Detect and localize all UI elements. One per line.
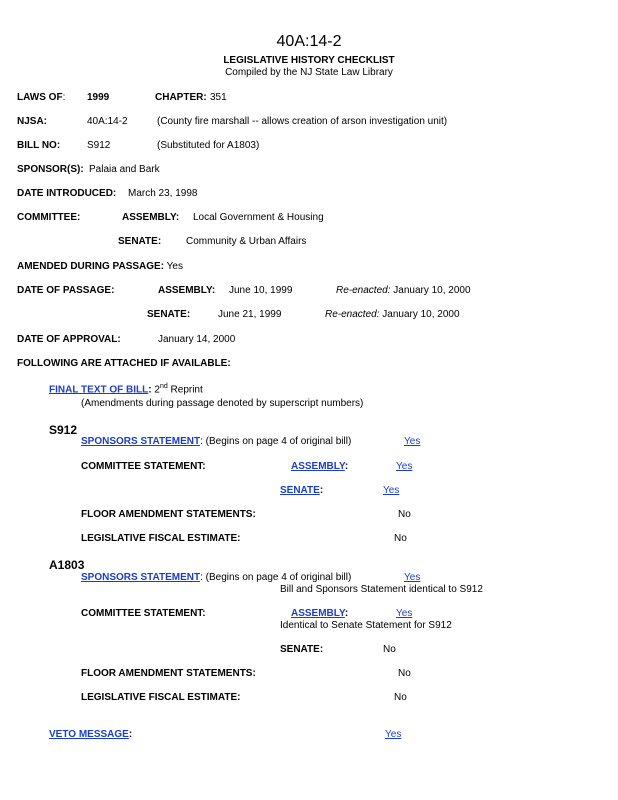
a1803-committee-label: COMMITTEE STATEMENT: xyxy=(81,608,206,619)
passage-senate-label: SENATE: xyxy=(147,309,191,320)
veto-message-link[interactable]: VETO MESSAGE xyxy=(49,729,129,740)
s912-heading: S912 xyxy=(49,423,78,437)
njsa-label: NJSA: xyxy=(17,116,48,127)
a1803-assembly-row: ASSEMBLY: xyxy=(291,608,349,619)
s912-floor-label: FLOOR AMENDMENT STATEMENTS: xyxy=(81,509,256,520)
veto-yes[interactable]: Yes xyxy=(385,729,402,740)
veto-row: VETO MESSAGE: xyxy=(49,729,133,740)
approval-label: DATE OF APPROVAL: xyxy=(17,334,121,345)
sponsors-label: SPONSOR(S): xyxy=(17,164,84,175)
attached-heading: FOLLOWING ARE ATTACHED IF AVAILABLE: xyxy=(17,358,231,369)
laws-year: 1999 xyxy=(87,92,110,103)
introduced-value: March 23, 1998 xyxy=(128,188,198,199)
passage-senate-reenacted: Re-enacted: January 10, 2000 xyxy=(325,309,460,320)
s912-fiscal-value: No xyxy=(394,533,407,544)
a1803-sponsors-link[interactable]: SPONSORS STATEMENT xyxy=(81,572,201,583)
final-text-row: FINAL TEXT OF BILL: 2nd Reprint xyxy=(49,383,203,396)
passage-assembly-reenacted: Re-enacted: January 10, 2000 xyxy=(336,285,471,296)
s912-sponsors-link[interactable]: SPONSORS STATEMENT xyxy=(81,436,201,447)
s912-senate-link[interactable]: SENATE xyxy=(280,485,320,496)
final-text-note: (Amendments during passage denoted by superscript numbers) xyxy=(81,398,364,409)
passage-label: DATE OF PASSAGE: xyxy=(17,285,115,296)
s912-assembly-yes[interactable]: Yes xyxy=(396,461,413,472)
committee-label: COMMITTEE: xyxy=(17,212,81,223)
a1803-assembly-yes[interactable]: Yes xyxy=(396,608,413,619)
bill-substituted-note: (Substituted for A1803) xyxy=(157,140,260,151)
a1803-floor-value: No xyxy=(398,668,411,679)
s912-floor-value: No xyxy=(398,509,411,520)
s912-fiscal-label: LEGISLATIVE FISCAL ESTIMATE: xyxy=(81,533,241,544)
s912-senate-row: SENATE: xyxy=(280,485,324,496)
a1803-fiscal-value: No xyxy=(394,692,407,703)
amended-row: AMENDED DURING PASSAGE: Yes xyxy=(17,261,183,272)
a1803-heading: A1803 xyxy=(49,558,85,572)
a1803-sponsors-row: SPONSORS STATEMENT: (Begins on page 4 of original bill) xyxy=(81,572,352,583)
a1803-floor-label: FLOOR AMENDMENT STATEMENTS: xyxy=(81,668,256,679)
chapter-label: CHAPTER: xyxy=(155,92,207,103)
passage-assembly-label: ASSEMBLY: xyxy=(158,285,216,296)
committee-senate-label: SENATE: xyxy=(118,236,162,247)
a1803-fiscal-label: LEGISLATIVE FISCAL ESTIMATE: xyxy=(81,692,241,703)
a1803-senate-label: SENATE: xyxy=(280,644,324,655)
s912-senate-yes[interactable]: Yes xyxy=(383,485,400,496)
compiled-by: Compiled by the NJ State Law Library xyxy=(225,67,393,78)
final-text-link[interactable]: FINAL TEXT OF BILL xyxy=(49,384,149,396)
s912-sponsors-row: SPONSORS STATEMENT: (Begins on page 4 of original bill) xyxy=(81,436,352,447)
a1803-sponsors-yes[interactable]: Yes xyxy=(404,572,421,583)
njsa-value: 40A:14-2 xyxy=(87,116,128,127)
checklist-subtitle: LEGISLATIVE HISTORY CHECKLIST xyxy=(223,55,395,66)
njsa-description: (County fire marshall -- allows creation of arson investigation unit) xyxy=(157,116,448,127)
sponsors-value: Palaia and Bark xyxy=(89,164,160,175)
bill-value: S912 xyxy=(87,140,111,151)
s912-committee-label: COMMITTEE STATEMENT: xyxy=(81,461,206,472)
laws-label: LAWS OF: xyxy=(17,92,66,103)
s912-sponsors-yes[interactable]: Yes xyxy=(404,436,421,447)
bill-label: BILL NO: xyxy=(17,140,61,151)
a1803-senate-value: No xyxy=(383,644,396,655)
introduced-label: DATE INTRODUCED: xyxy=(17,188,117,199)
page-title: 40A:14-2 xyxy=(276,33,342,50)
s912-assembly-row: ASSEMBLY: xyxy=(291,461,349,472)
s912-assembly-link[interactable]: ASSEMBLY xyxy=(291,461,345,472)
committee-senate-value: Community & Urban Affairs xyxy=(186,236,307,247)
committee-assembly-label: ASSEMBLY: xyxy=(122,212,180,223)
a1803-assembly-link[interactable]: ASSEMBLY xyxy=(291,608,345,619)
a1803-assembly-sub: Identical to Senate Statement for S912 xyxy=(280,620,452,631)
chapter-value: 351 xyxy=(210,92,227,103)
passage-assembly-date: June 10, 1999 xyxy=(229,285,293,296)
a1803-sponsors-sub: Bill and Sponsors Statement identical to S912 xyxy=(280,584,483,595)
passage-senate-date: June 21, 1999 xyxy=(218,309,282,320)
approval-value: January 14, 2000 xyxy=(158,334,236,345)
committee-assembly-value: Local Government & Housing xyxy=(193,212,324,223)
